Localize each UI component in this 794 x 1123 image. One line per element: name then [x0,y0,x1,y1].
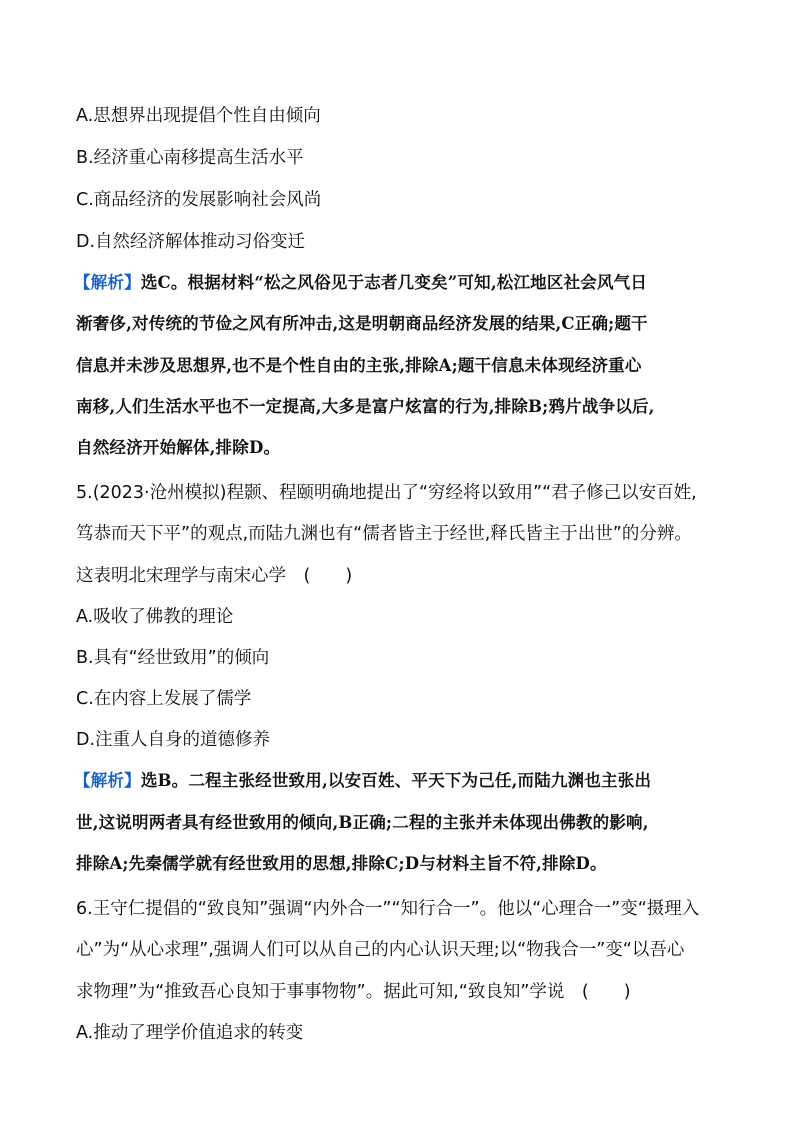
q6-stem-line-2: 心”为“从心求理”,强调人们可以从自己的内心认识天理;以“物我合一”变“以吾心 [76,940,685,960]
q4-explanation-line-4: 南移,人们生活水平也不一定提高,大多是富户炫富的行为,排除B;鸦片战争以后, [76,397,655,416]
explanation-tag: 【解析】 [74,273,141,292]
q6-option-a: A.推动了理学价值追求的转变 [76,1023,304,1043]
q4-explanation-line-5: 自然经济开始解体,排除D。 [76,438,281,457]
explanation-tag: 【解析】 [74,771,141,790]
q5-stem-line-1: 5.(2023·沧州模拟)程颢、程颐明确地提出了“穷经将以致用”“君子修己以安百姓, [76,483,697,503]
q6-stem-line-3: 求物理”为“推致吾心良知于事事物物”。据此可知,“致良知”学说 ( ) [76,982,631,1002]
q4-explanation-line-3: 信息并未涉及思想界,也不是个性自由的主张,排除A;题干信息未体现经济重心 [76,356,642,375]
q5-explanation-line-2: 世,这说明两者具有经世致用的倾向,B正确;二程的主张并未体现出佛教的影响, [76,813,649,832]
q5-stem-line-3: 这表明北宋理学与南宋心学 ( ) [76,566,353,586]
q5-explanation-line-1: 【解析】选B。二程主张经世致用,以安百姓、平天下为己任,而陆九渊也主张出 [74,771,652,790]
q4-option-c: C.商品经济的发展影响社会风尚 [76,190,322,210]
q5-option-a: A.吸收了佛教的理论 [76,607,234,627]
q6-stem-line-1: 6.王守仁提倡的“致良知”强调“内外合一”“知行合一”。他以“心理合一”变“摄理入 [76,899,700,919]
q5-stem-line-2: 笃恭而天下平”的观点,而陆九渊也有“儒者皆主于经世,释氏皆主于出世”的分辨。 [76,524,692,544]
q4-explanation-line-2: 渐奢侈,对传统的节俭之风有所冲击,这是明朝商品经济发展的结果,C正确;题干 [76,314,648,333]
q4-option-b: B.经济重心南移提高生活水平 [76,148,304,168]
q4-option-d: D.自然经济解体推动习俗变迁 [76,232,306,252]
q4-explanation-line-1: 【解析】选C。根据材料“松之风俗见于志者几变矣”可知,松江地区社会风气日 [74,273,648,292]
q5-option-c: C.在内容上发展了儒学 [76,689,252,709]
q5-option-b: B.具有“经世致用”的倾向 [76,648,270,668]
q5-option-d: D.注重人自身的道德修养 [76,730,271,750]
q5-explanation-line-3: 排除A;先秦儒学就有经世致用的思想,排除C;D与材料主旨不符,排除D。 [76,854,607,873]
q4-option-a: A.思想界出现提倡个性自由倾向 [76,106,321,126]
